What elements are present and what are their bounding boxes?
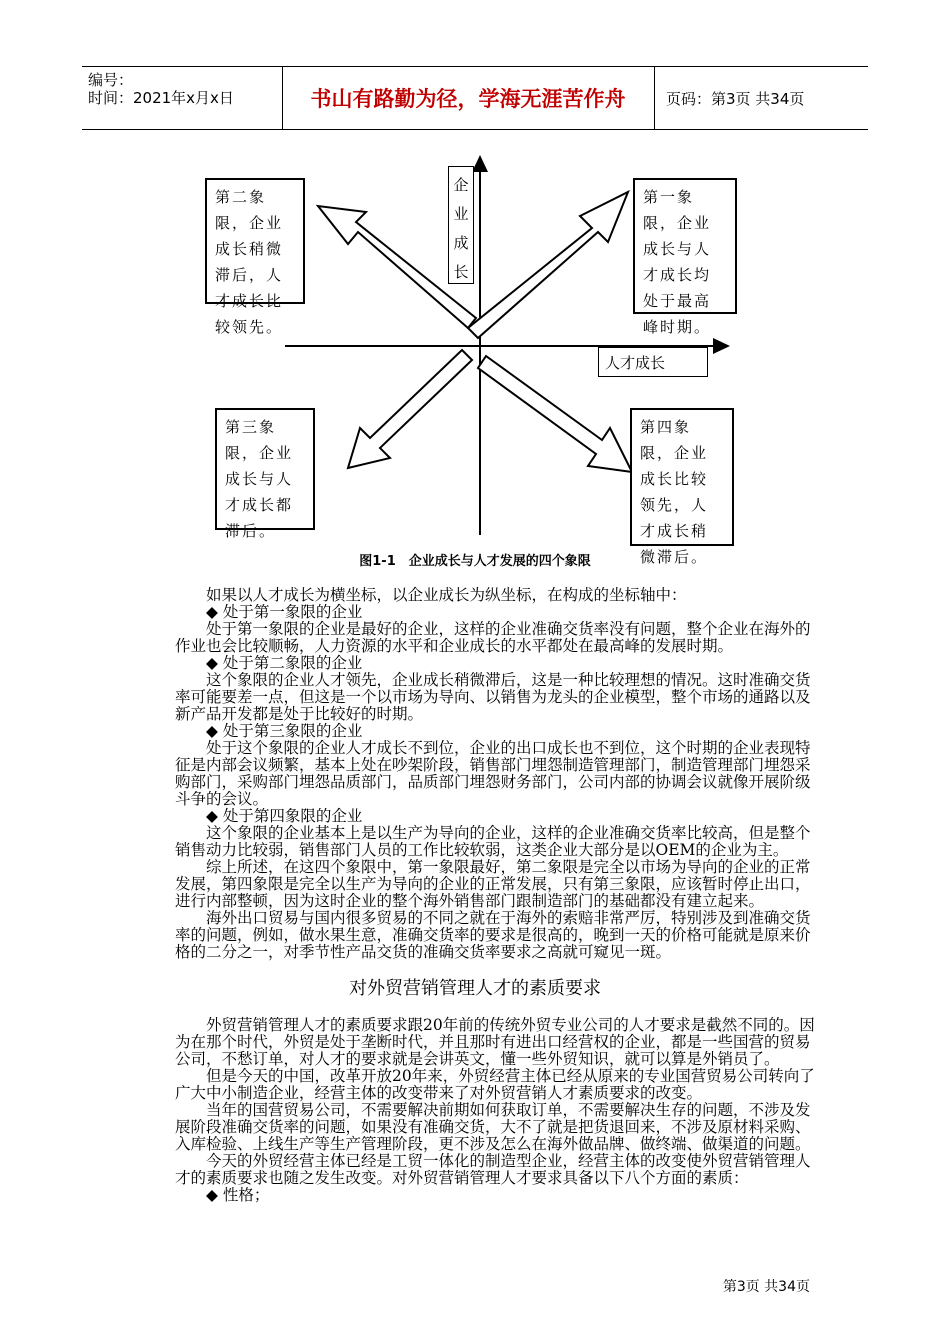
paragraph: 外贸营销管理人才的素质要求跟20年前的传统外贸专业公司的人才要求是截然不同的。因为在那个时代，外贸是处于垄断时代，并且那时有进出口经营权的企业，都是一些国营的贸易公司，不愁订单，对人才的要求就是会讲英文，懂一些外贸知识，就可以算是外销员了。 xyxy=(175,1016,815,1068)
x-axis-arrowhead xyxy=(713,338,730,354)
bullet-heading: ◆ 处于第二象限的企业 xyxy=(206,654,363,672)
number-label: 编号： xyxy=(88,71,134,89)
body-text xyxy=(175,587,815,961)
paragraph: 今天的外贸经营主体已经是工贸一体化的制造型企业，经营主体的改变使外贸营销管理人才的素质要求也随之发生改变。对外贸营销管理人才要求具备以下八个方面的素质： xyxy=(175,1152,811,1187)
body-text-2 xyxy=(175,1017,815,1204)
header-meta xyxy=(82,67,283,129)
paragraph: 综上所述，在这四个象限中，第一象限最好，第二象限是完全以市场为导向的企业的正常发展，第四象限是完全以生产为导向的企业的正常发展，只有第三象限，应该暂时停止出口，进行内部整顿，因为这时企业的整个海外销售部门跟制造部门的基础都没有建立起来。 xyxy=(175,858,811,910)
quadrant3-box: 第三象限，企业成长与人才成长都滞后。 xyxy=(215,408,315,530)
bullet-heading: ◆ 处于第三象限的企业 xyxy=(206,722,363,740)
quadrant2-box: 第二象限，企业成长稍微滞后，人才成长比较领先。 xyxy=(205,178,305,304)
paragraph: 如果以人才成长为横坐标，以企业成长为纵坐标，在构成的坐标轴中： xyxy=(206,586,687,604)
bullet-heading: ◆ 性格； xyxy=(206,1186,270,1204)
paragraph: 但是今天的中国，改革开放20年来，外贸经营主体已经从原来的专业国营贸易公司转向了广大中小制造企业，经营主体的改变带来了对外贸营销人才素质要求的改变。 xyxy=(175,1067,815,1102)
paragraph: 这个象限的企业基本上是以生产为导向的企业，这样的企业准确交货率比较高，但是整个销售动力比较弱，销售部门人员的工作比较软弱，这类企业大部分是以OEM的企业为主。 xyxy=(175,824,811,859)
arrow-q1 xyxy=(468,192,628,338)
paragraph: 海外出口贸易与国内很多贸易的不同之就在于海外的索赔非常严厉，特别涉及到准确交货率的问题，例如，做水果生意，准确交货率的要求是很高的，晚到一天的价格可能就是原来价格的二分之一，对季节性产品交货的准确交货率要求之高就可窥见一斑。 xyxy=(175,909,811,961)
header-page-info: 页码：第3页 共34页 xyxy=(666,89,805,108)
bullet-heading: ◆ 处于第一象限的企业 xyxy=(206,603,363,621)
paragraph: 处于这个象限的企业人才成长不到位，企业的出口成长也不到位，这个时期的企业表现特征是内部会议频繁，基本上处在吵架阶段，销售部门埋怨制造管理部门，制造管理部门埋怨采购部门，采购部门埋怨品质部门，品质部门埋怨财务部门，公司内部的协调会议就像开展阶级斗争的会议。 xyxy=(175,739,811,808)
date-label: 时间：2021年x月x日 xyxy=(88,89,234,107)
quadrant4-box: 第四象限，企业成长比较领先，人才成长稍微滞后。 xyxy=(630,408,734,546)
paragraph: 这个象限的企业人才领先，企业成长稍微滞后，这是一种比较理想的情况。这时准确交货率可能要差一点，但这是一个以市场为导向、以销售为龙头的企业模型，整个市场的通路以及新产品开发都是处于比较好的时期。 xyxy=(175,671,811,723)
y-axis-arrowhead xyxy=(472,155,488,172)
figure-caption: 图1-1 企业成长与人才发展的四个象限 xyxy=(359,554,591,569)
section-title: 对外贸营销管理人才的素质要求 xyxy=(349,978,601,999)
y-axis-label: 企业成长 xyxy=(448,166,474,284)
header-motto: 书山有路勤为径，学海无涯苦作舟 xyxy=(282,67,655,129)
page-footer: 第3页 共34页 xyxy=(722,1279,810,1295)
paragraph: 处于第一象限的企业是最好的企业，这样的企业准确交货率没有问题，整个企业在海外的作业也会比较顺畅，人力资源的水平和企业成长的水平都处在最高峰的发展时期。 xyxy=(175,620,811,655)
x-axis-label: 人才成长 xyxy=(598,347,708,377)
arrow-q3 xyxy=(348,350,472,468)
quadrant1-box: 第一象限，企业成长与人才成长均处于最高峰时期。 xyxy=(633,178,737,314)
bullet-heading: ◆ 处于第四象限的企业 xyxy=(206,807,363,825)
paragraph: 当年的国营贸易公司，不需要解决前期如何获取订单，不需要解决生存的问题，不涉及发展阶段准确交货率的问题，如果没有准确交货，大不了就是把货退回来，不涉及原材料采购、入库检验、上线生产等生产管理阶段，更不涉及怎么在海外做品牌、做终端、做渠道的问题。 xyxy=(175,1101,811,1153)
page-header xyxy=(82,66,868,130)
